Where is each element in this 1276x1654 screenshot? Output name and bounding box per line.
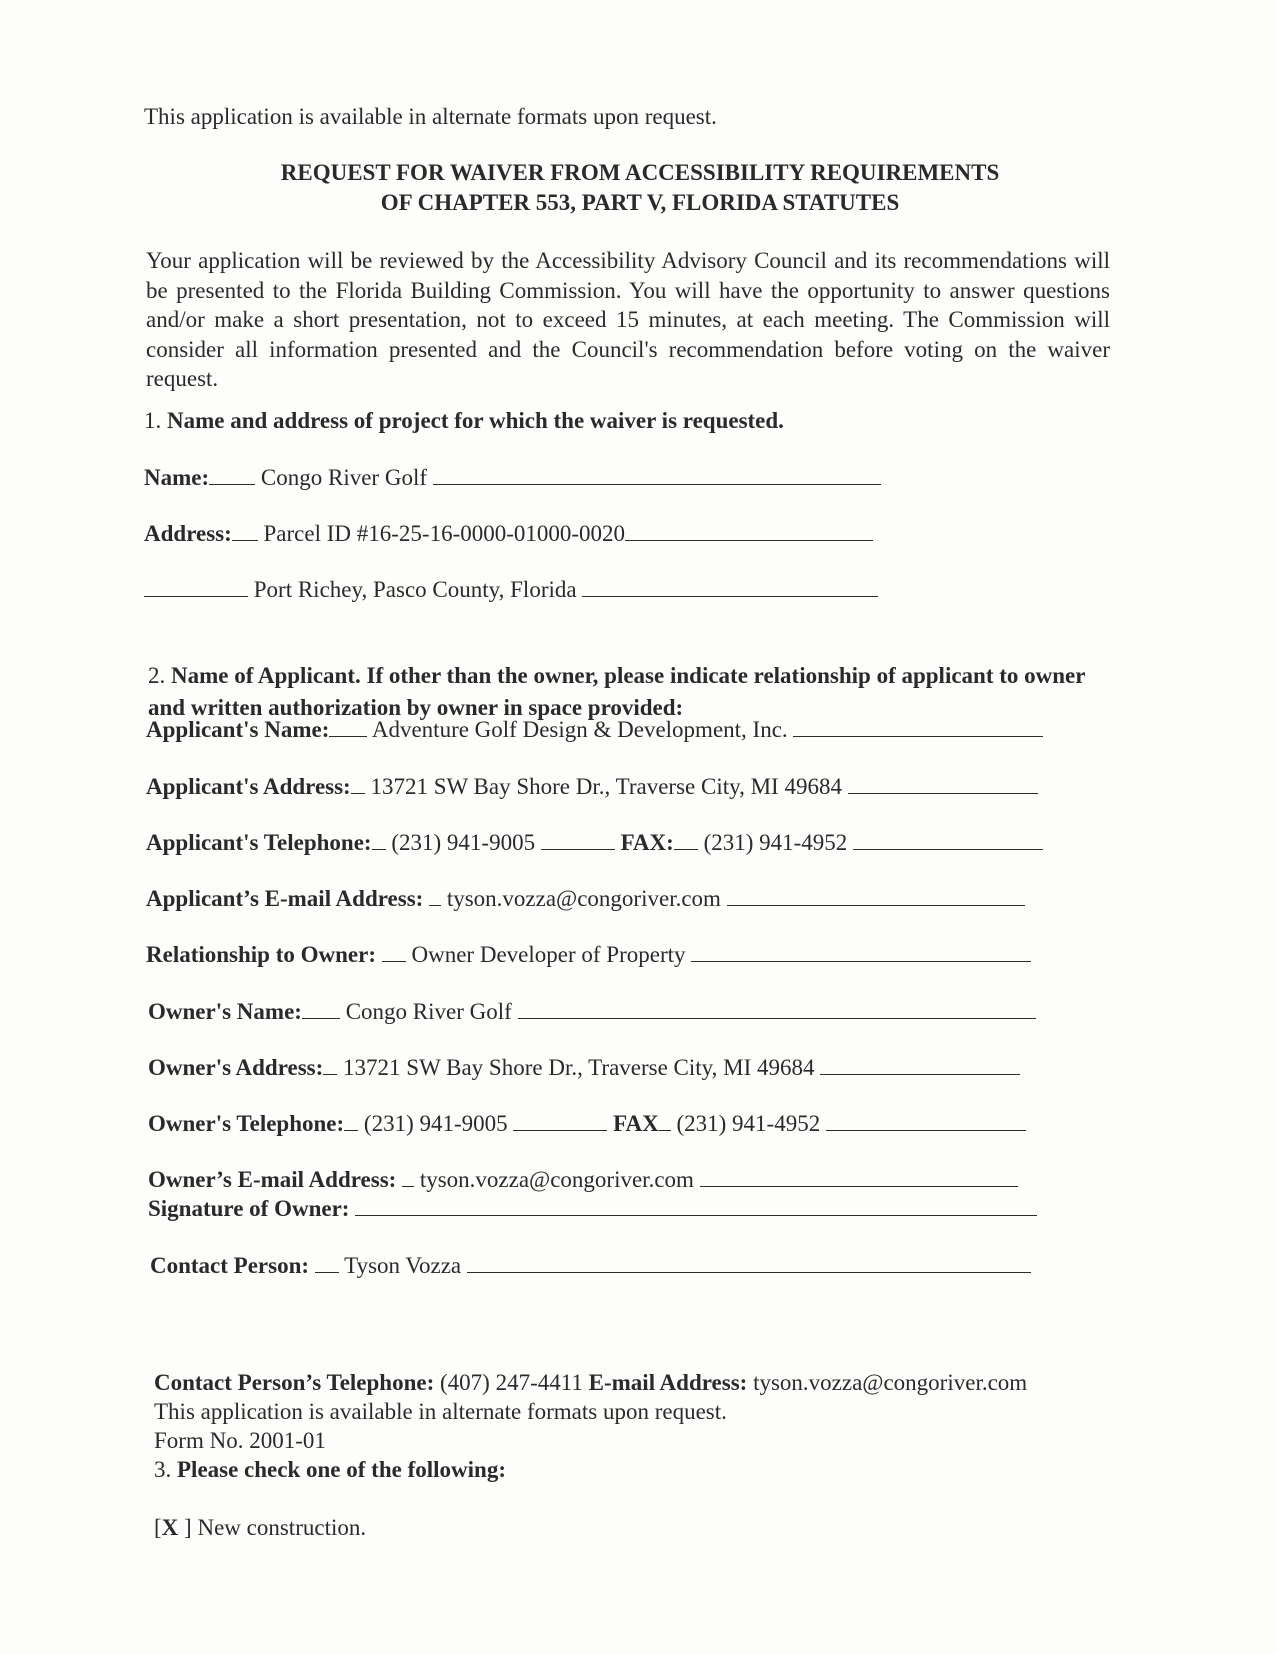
- section-1-heading-text: Name and address of project for which the waiver is requested.: [167, 408, 784, 433]
- checkbox-new-construction[interactable]: [X ]: [154, 1515, 192, 1540]
- contact-phone-row: [154, 1368, 1027, 1397]
- blank-line: [691, 941, 1031, 962]
- contact-person-value[interactable]: Tyson Vozza: [344, 1253, 462, 1278]
- contact-and-footer-block: [154, 1368, 1027, 1484]
- leader-line: [232, 520, 258, 541]
- blank-line: [513, 1110, 607, 1131]
- leader-line: [402, 1166, 414, 1187]
- leader-line: [674, 829, 698, 850]
- applicant-email-value[interactable]: tyson.vozza@congoriver.com: [446, 886, 721, 911]
- contact-phone-label: Contact Person’s Telephone:: [154, 1370, 435, 1395]
- owner-email-row: [148, 1166, 1018, 1194]
- blank-line: [433, 464, 881, 485]
- applicant-address-value[interactable]: 13721 SW Bay Shore Dr., Traverse City, MI 49684: [370, 774, 842, 799]
- new-construction-label: New construction.: [197, 1515, 367, 1540]
- blank-line: [467, 1252, 1031, 1273]
- blank-line: [625, 520, 873, 541]
- checkbox-mark: X: [161, 1515, 179, 1540]
- section-3-heading-text: Please check one of the following:: [177, 1457, 506, 1482]
- section-3-heading: [154, 1455, 1027, 1484]
- section-2-number: 2.: [148, 663, 166, 688]
- leader-line: [209, 464, 255, 485]
- owner-address-label: Owner's Address:: [148, 1055, 324, 1080]
- signature-label: Signature of Owner:: [148, 1196, 350, 1221]
- leader-line: [302, 998, 340, 1019]
- owner-name-value[interactable]: Congo River Golf: [345, 999, 512, 1024]
- project-name-value[interactable]: Congo River Golf: [260, 465, 427, 490]
- relationship-value[interactable]: Owner Developer of Property: [411, 942, 686, 967]
- owner-email-value[interactable]: tyson.vozza@congoriver.com: [419, 1167, 694, 1192]
- section-2-heading-text: Name of Applicant. If other than the owner, please indicate relationship of applicant to owner and written authorization by owner in space provided:: [148, 663, 1086, 720]
- applicant-email-label: Applicant’s E-mail Address:: [146, 886, 424, 911]
- owner-name-row: [148, 998, 1036, 1026]
- owner-email-label: Owner’s E-mail Address:: [148, 1167, 397, 1192]
- applicant-name-value[interactable]: Adventure Golf Design & Development, Inc.: [371, 717, 788, 742]
- intro-paragraph: Your application will be reviewed by the Accessibility Advisory Council and its recommendations will be presented to the Florida Building Commission. You will have the opportunity to answer questions and/or make a short presentation, not to exceed 15 minutes, at each meeting. The Commission will consider all information presented and the Council's recommendation before voting on the waiver request.: [146, 248, 1110, 391]
- owner-fax-value[interactable]: (231) 941-4952: [676, 1111, 821, 1136]
- applicant-phone-row: [146, 829, 1043, 857]
- applicant-address-label: Applicant's Address:: [146, 774, 351, 799]
- owner-signature-row: [148, 1195, 1037, 1223]
- relationship-label: Relationship to Owner:: [146, 942, 376, 967]
- project-address-row: [144, 520, 873, 548]
- contact-person-label: Contact Person:: [150, 1253, 310, 1278]
- leader-line: [659, 1110, 671, 1131]
- blank-line: [541, 829, 615, 850]
- leader-line: [329, 716, 367, 737]
- project-address-label: Address:: [144, 521, 232, 546]
- blank-line: [853, 829, 1043, 850]
- alt-formats-notice-top: This application is available in alternate formats upon request.: [144, 104, 717, 129]
- blank-line: [727, 885, 1025, 906]
- contact-person-row: [150, 1252, 1031, 1280]
- title-line-1: REQUEST FOR WAIVER FROM ACCESSIBILITY REQUIREMENTS: [280, 160, 1000, 185]
- contact-email-value[interactable]: tyson.vozza@congoriver.com: [753, 1370, 1028, 1395]
- blank-line: [700, 1166, 1018, 1187]
- contact-email-label: E-mail Address:: [588, 1370, 748, 1395]
- owner-fax-label: FAX: [613, 1111, 659, 1136]
- applicant-address-row: [146, 773, 1038, 801]
- project-address-line-2-row: [144, 576, 878, 604]
- leader-line: [351, 773, 365, 794]
- blank-line: [793, 716, 1043, 737]
- blank-line: [582, 576, 878, 597]
- leader-line: [323, 1054, 337, 1075]
- leader-line: [344, 1110, 358, 1131]
- project-name-label: Name:: [144, 465, 210, 490]
- applicant-name-row: [146, 716, 1043, 744]
- section-1-heading: [144, 407, 784, 435]
- form-number: Form No. 2001-01: [154, 1428, 326, 1453]
- leader-line: [382, 941, 406, 962]
- applicant-fax-label: FAX:: [620, 830, 674, 855]
- section-1-number: 1.: [144, 408, 162, 433]
- owner-phone-row: [148, 1110, 1026, 1138]
- new-construction-option[interactable]: [154, 1514, 366, 1542]
- form-title: [140, 158, 1140, 218]
- applicant-fax-value[interactable]: (231) 941-4952: [703, 830, 848, 855]
- blank-line: [820, 1054, 1020, 1075]
- owner-phone-label: Owner's Telephone:: [148, 1111, 345, 1136]
- contact-phone-value[interactable]: (407) 247-4411: [440, 1370, 583, 1395]
- applicant-phone-label: Applicant's Telephone:: [146, 830, 372, 855]
- blank-line: [826, 1110, 1026, 1131]
- project-address-value[interactable]: Parcel ID #16-25-16-0000-01000-0020: [263, 521, 626, 546]
- leader-line: [429, 885, 441, 906]
- owner-name-label: Owner's Name:: [148, 999, 302, 1024]
- owner-phone-value[interactable]: (231) 941-9005: [363, 1111, 508, 1136]
- applicant-email-row: [146, 885, 1025, 913]
- relationship-row: [146, 941, 1031, 969]
- title-line-2: OF CHAPTER 553, PART V, FLORIDA STATUTES: [380, 190, 900, 215]
- leader-line: [372, 829, 386, 850]
- alt-formats-notice-bottom: This application is available in alternate formats upon request.: [154, 1399, 727, 1424]
- leader-line: [315, 1252, 339, 1273]
- signature-line[interactable]: [355, 1195, 1037, 1216]
- project-address-line-2-value[interactable]: Port Richey, Pasco County, Florida: [253, 577, 577, 602]
- applicant-name-label: Applicant's Name:: [146, 717, 330, 742]
- section-2-heading: [148, 660, 1120, 724]
- blank-line: [848, 773, 1038, 794]
- owner-address-value[interactable]: 13721 SW Bay Shore Dr., Traverse City, MI 49684: [343, 1055, 815, 1080]
- blank-line: [518, 998, 1036, 1019]
- leader-line: [144, 576, 248, 597]
- project-name-row: [144, 464, 881, 492]
- section-3-number: 3.: [154, 1457, 172, 1482]
- applicant-phone-value[interactable]: (231) 941-9005: [391, 830, 536, 855]
- owner-address-row: [148, 1054, 1020, 1082]
